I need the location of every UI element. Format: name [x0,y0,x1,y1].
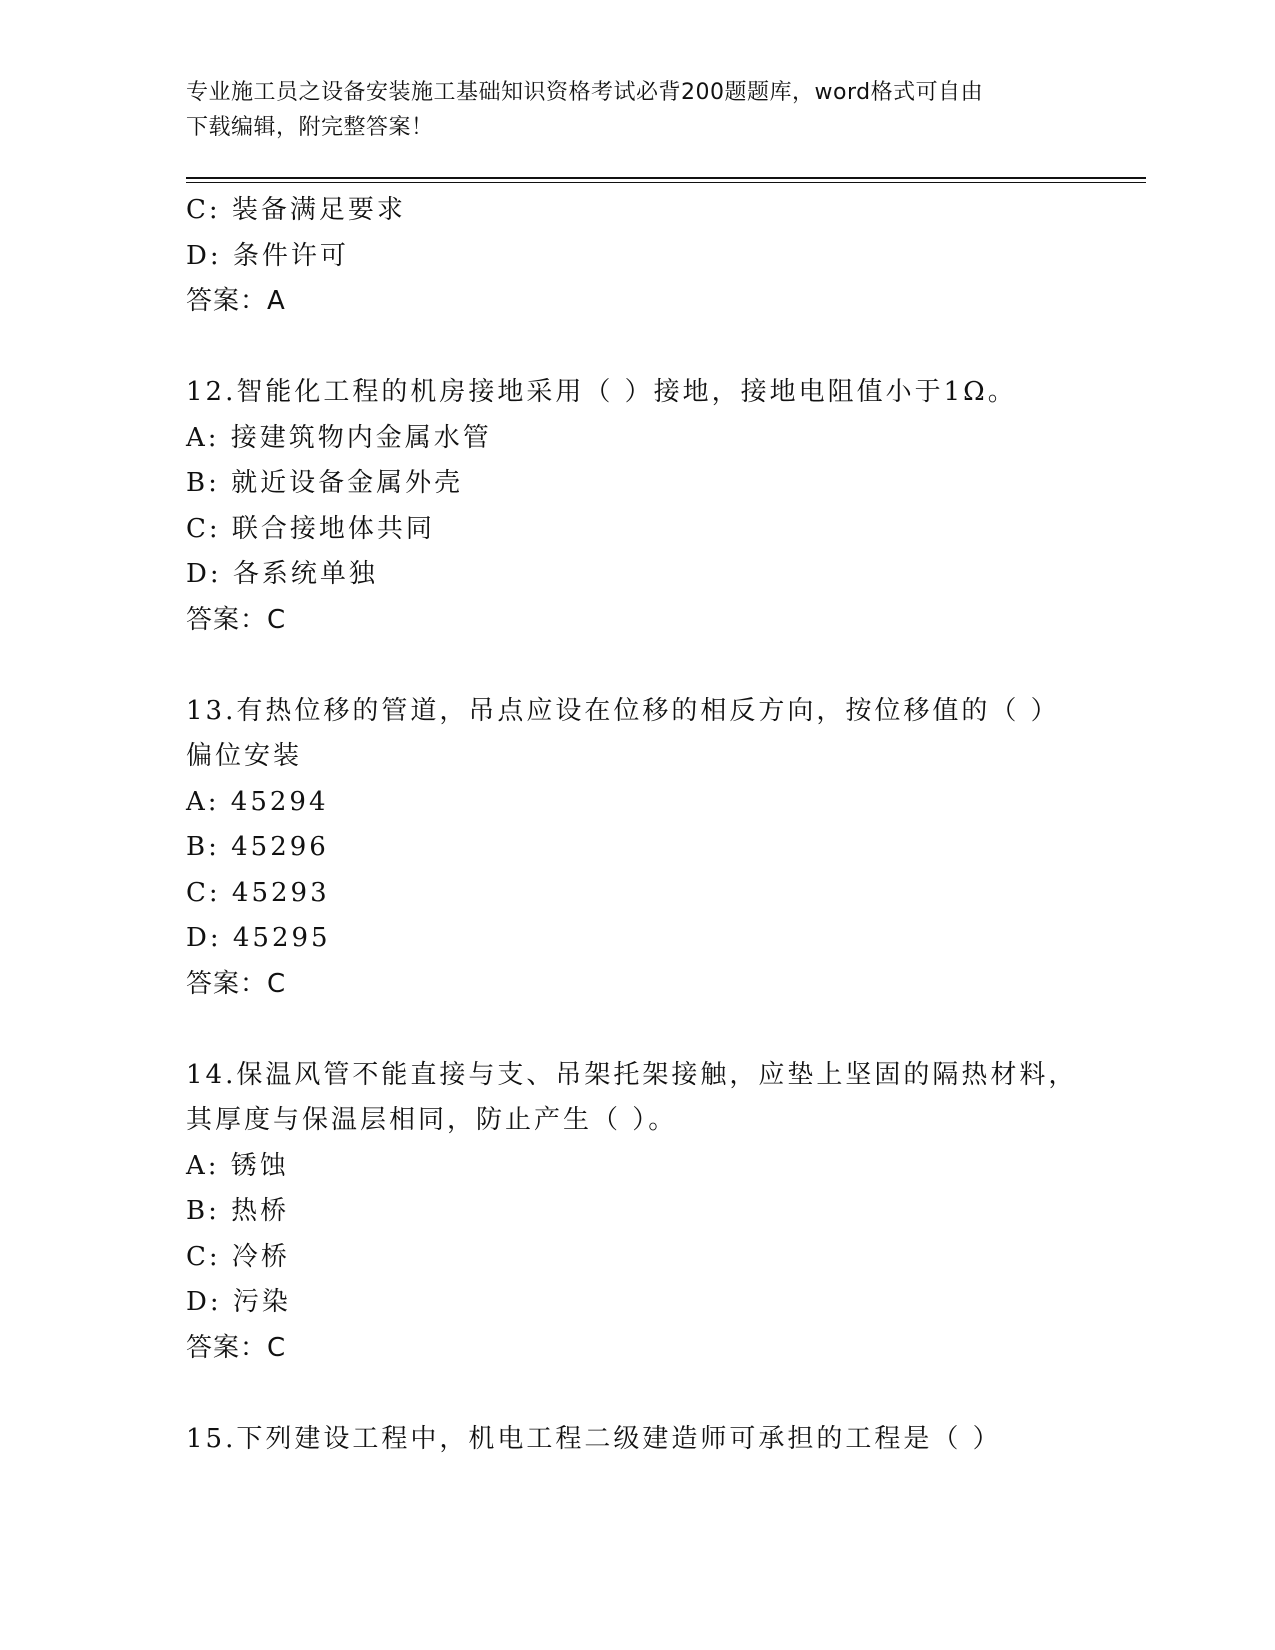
question-14 [186,1053,1078,1372]
question-stem-line2: 其厚度与保温层相同，防止产生（ ）。 [186,1105,678,1135]
question-stem: 15.下列建设工程中，机电工程二级建造师可承担的工程是（ ） [186,1423,1002,1454]
header-title-line2: 下载编辑，附完整答案！ [186,115,434,140]
option-a: A: 45294 [186,786,329,817]
answer: 答案：C [186,968,287,999]
option-b: B: 45296 [186,832,329,862]
question-stem-line2: 偏位安装 [186,741,303,771]
option-d: D: 45295 [186,923,331,953]
option-d: D: 各系统单独 [186,559,378,589]
question-list [186,188,1078,1462]
option-c: C: 装备满足要求 [186,195,406,225]
answer: 答案：C [186,604,287,635]
document-header [186,75,1066,145]
question-11 [186,188,1066,325]
spacer [186,1371,1066,1417]
answer: 答案：A [186,286,286,316]
answer: 答案：C [186,1332,287,1363]
option-d: D: 条件许可 [186,240,349,271]
question-12 [186,370,1066,643]
option-a: A: 锈蚀 [186,1150,289,1181]
header-divider-thin [186,182,1146,183]
document-page [186,0,1146,1650]
option-d: D: 污染 [186,1287,291,1317]
option-c: C: 联合接地体共同 [186,513,435,544]
question-15 [186,1417,1066,1463]
option-b: B: 热桥 [186,1196,290,1226]
option-c: C: 冷桥 [186,1241,290,1272]
header-divider-thick [186,177,1146,179]
spacer [186,1007,1066,1053]
option-b: B: 就近设备金属外壳 [186,468,464,498]
question-stem-line1: 14.保温风管不能直接与支、吊架托架接触，应垫上坚固的隔热材料， [186,1059,1078,1090]
question-stem-line1: 13.有热位移的管道，吊点应设在位移的相反方向，按位移值的（ ） [186,695,1060,726]
question-stem: 12.智能化工程的机房接地采用（ ）接地，接地电阻值小于1Ω。 [186,377,1017,407]
question-13 [186,689,1066,1008]
option-a: A: 接建筑物内金属水管 [186,422,492,453]
spacer [186,325,1066,371]
spacer [186,643,1066,689]
header-title-line1: 专业施工员之设备安装施工基础知识资格考试必背200题题库，word格式可自由 [186,80,984,105]
option-c: C: 45293 [186,877,330,908]
